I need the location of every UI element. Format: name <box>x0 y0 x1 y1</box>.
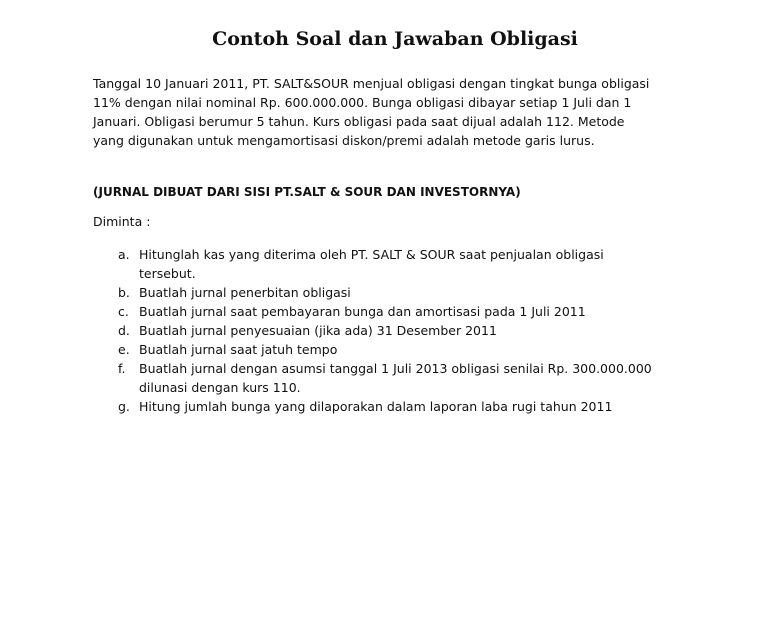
task-marker: e. <box>118 342 130 357</box>
task-text: Buatlah jurnal saat jatuh tempo <box>139 342 338 357</box>
task-text: Buatlah jurnal saat pembayaran bunga dan amortisasi pada 1 Juli 2011 <box>139 304 586 319</box>
task-text: Buatlah jurnal penyesuaian (jika ada) 31 Desember 2011 <box>139 323 497 338</box>
task-text: Buatlah jurnal penerbitan obligasi <box>139 285 351 300</box>
diminta-label: Diminta : <box>93 214 151 229</box>
jurnal-heading: (JURNAL DIBUAT DARI SISI PT.SALT & SOUR DAN INVESTORNYA) <box>93 185 521 199</box>
task-item-g <box>118 397 658 416</box>
task-item-d <box>118 321 658 340</box>
task-marker: d. <box>118 323 130 338</box>
task-marker: g. <box>118 399 130 414</box>
task-list <box>118 245 658 416</box>
task-text: Buatlah jurnal dengan asumsi tanggal 1 Juli 2013 obligasi senilai Rp. 300.000.000 dilunasi dengan kurs 110. <box>139 361 652 395</box>
task-item-b <box>118 283 658 302</box>
task-item-e <box>118 340 658 359</box>
task-text: Hitung jumlah bunga yang dilaporakan dalam laporan laba rugi tahun 2011 <box>139 399 613 414</box>
task-item-a <box>118 245 658 283</box>
task-marker: c. <box>118 304 129 319</box>
task-marker: a. <box>118 247 130 262</box>
task-item-c <box>118 302 658 321</box>
task-marker: f. <box>118 361 126 376</box>
task-item-f <box>118 359 658 397</box>
task-marker: b. <box>118 285 130 300</box>
page-title: Contoh Soal dan Jawaban Obligasi <box>212 28 578 50</box>
task-text: Hitunglah kas yang diterima oleh PT. SALT & SOUR saat penjualan obligasi tersebut. <box>139 247 604 281</box>
intro-paragraph: Tanggal 10 Januari 2011, PT. SALT&SOUR menjual obligasi dengan tingkat bunga obligasi 11% dengan nilai nominal Rp. 600.000.000. Bunga obligasi dibayar setiap 1 Juli dan 1 Januari. Obligasi berumur 5 tahun. Kurs obligasi pada saat dijual adalah 112. Metode yang digunakan untuk mengamortisasi diskon/premi adalah metode garis lurus. <box>93 76 650 148</box>
